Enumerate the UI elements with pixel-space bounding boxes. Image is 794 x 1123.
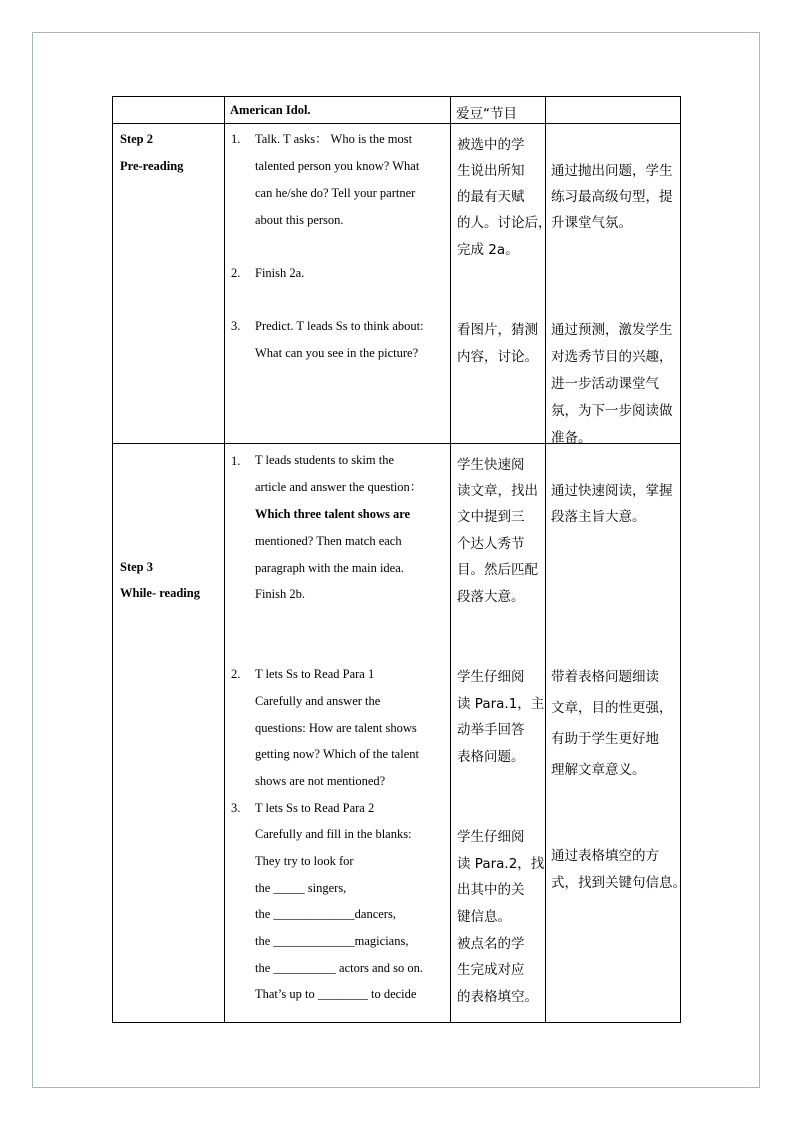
step3-activity2-line: 读 Para.1，主 [457, 696, 545, 712]
header-col3: 爱豆“节目 [456, 106, 517, 122]
step3-item2-line: Carefully and answer the [255, 694, 381, 708]
step3-activity1-line: 个达人秀节 [457, 536, 525, 552]
step3-item3-line: the _____________dancers, [255, 907, 396, 921]
step2-activity1-line: 的最有天赋 [457, 189, 525, 205]
step3-activity1-line: 读文章，找出 [457, 483, 538, 499]
step2-item3-num: 3. [231, 319, 241, 333]
step3-item1-line: Which three talent shows are [255, 507, 411, 521]
step2-item2-line: Finish 2a. [255, 266, 305, 280]
step3-purpose2-line: 理解文章意义。 [551, 762, 646, 778]
table-border [112, 96, 681, 97]
step3-item1-line: T leads students to skim the [255, 453, 394, 467]
step2-activity1-line: 被选中的学 [457, 137, 525, 153]
step3-item3-line: the _____ singers, [255, 881, 347, 895]
step2-purpose1-line: 练习最高级句型，提 [551, 189, 673, 205]
step3-item3-line: T lets Ss to Read Para 2 [255, 801, 375, 815]
table-border [545, 96, 546, 1023]
step2-item3-line: What can you see in the picture? [255, 346, 419, 360]
step2-activity2-line: 看图片，猜测 [457, 322, 538, 338]
step2-item3-line: Predict. T leads Ss to think about: [255, 319, 424, 333]
step2-activity1-line: 生说出所知 [457, 163, 525, 179]
step3-subtitle: While- reading [120, 586, 200, 600]
step3-purpose1-line: 通过快速阅读，掌握 [551, 483, 673, 499]
step2-item1-line: talented person you know? What [255, 159, 420, 173]
step2-item1-num: 1. [231, 132, 241, 146]
step3-item3-line: the __________ actors and so on. [255, 961, 424, 975]
step3-purpose2-line: 文章，目的性更强， [551, 700, 673, 716]
step2-title: Step 2 [120, 132, 153, 146]
step2-subtitle: Pre-reading [120, 159, 184, 173]
step2-purpose1-line: 通过抛出问题，学生 [551, 163, 673, 179]
step2-purpose2-line: 氛，为下一步阅读做 [551, 403, 673, 419]
step3-item3-line: Carefully and fill in the blanks: [255, 827, 412, 841]
step2-purpose2-line: 对选秀节目的兴趣， [551, 349, 673, 365]
step2-item1-line: Talk. T asks： Who is the most [255, 132, 413, 146]
step3-activity2-line: 表格问题。 [457, 749, 525, 765]
step3-item1-num: 1. [231, 454, 241, 468]
step3-item3-line: the _____________magicians, [255, 934, 409, 948]
step3-activity1-line: 目。然后匹配 [457, 562, 538, 578]
table-border [112, 96, 113, 1023]
table-border [112, 443, 681, 444]
step3-item3-num: 3. [231, 801, 241, 815]
step3-purpose2-line: 带着表格问题细读 [551, 669, 659, 685]
step2-purpose2-line: 进一步活动课堂气 [551, 376, 659, 392]
step3-item2-line: getting now? Which of the talent [255, 747, 419, 761]
step3-activity3-line: 出其中的关 [457, 882, 525, 898]
step3-activity3-line: 读 Para.2，找 [457, 856, 545, 872]
step3-item3-line: That’s up to ________ to decide [255, 987, 417, 1001]
step3-purpose3-line: 通过表格填空的方 [551, 848, 659, 864]
step3-activity3-line: 键信息。 [457, 909, 511, 925]
step3-item1-line: mentioned? Then match each [255, 534, 402, 548]
step2-item1-line: can he/she do? Tell your partner [255, 186, 416, 200]
table-border [112, 1022, 681, 1023]
step3-activity1-line: 文中提到三 [457, 509, 525, 525]
step3-item1-line: Finish 2b. [255, 587, 306, 601]
step2-activity1-line: 的人。讨论后， [457, 215, 552, 231]
step2-purpose2-line: 通过预测，激发学生 [551, 322, 673, 338]
step3-item2-num: 2. [231, 667, 241, 681]
step3-activity3-line: 生完成对应 [457, 962, 525, 978]
step3-activity1-line: 学生快速阅 [457, 457, 525, 473]
step3-activity3-line: 学生仔细阅 [457, 829, 525, 845]
step3-item1-line: paragraph with the main idea. [255, 561, 404, 575]
step3-purpose1-line: 段落主旨大意。 [551, 509, 646, 525]
step3-activity1-line: 段落大意。 [457, 589, 525, 605]
step3-item2-line: questions: How are talent shows [255, 721, 417, 735]
step3-activity3-line: 的表格填空。 [457, 989, 538, 1005]
step3-activity2-line: 动举手回答 [457, 722, 525, 738]
step3-item2-line: shows are not mentioned? [255, 774, 386, 788]
step3-activity3-line: 被点名的学 [457, 936, 525, 952]
table-border [224, 96, 225, 1023]
step2-activity2-line: 内容，讨论。 [457, 349, 538, 365]
step3-purpose3-line: 式，找到关键句信息。 [551, 875, 686, 891]
step3-activity2-line: 学生仔细阅 [457, 669, 525, 685]
step2-purpose2-line: 准备。 [551, 430, 592, 446]
table-border [112, 123, 681, 124]
step2-purpose1-line: 升课堂气氛。 [551, 215, 632, 231]
step2-item2-num: 2. [231, 266, 241, 280]
step3-item2-line: T lets Ss to Read Para 1 [255, 667, 375, 681]
table-border [450, 96, 451, 1023]
step3-purpose2-line: 有助于学生更好地 [551, 731, 659, 747]
step2-activity1-line: 完成 2a。 [457, 242, 519, 258]
step3-title: Step 3 [120, 560, 153, 574]
step3-item1-line: article and answer the question： [255, 480, 423, 494]
step3-item3-line: They try to look for [255, 854, 354, 868]
header-col2: American Idol. [230, 103, 311, 117]
step2-item1-line: about this person. [255, 213, 344, 227]
